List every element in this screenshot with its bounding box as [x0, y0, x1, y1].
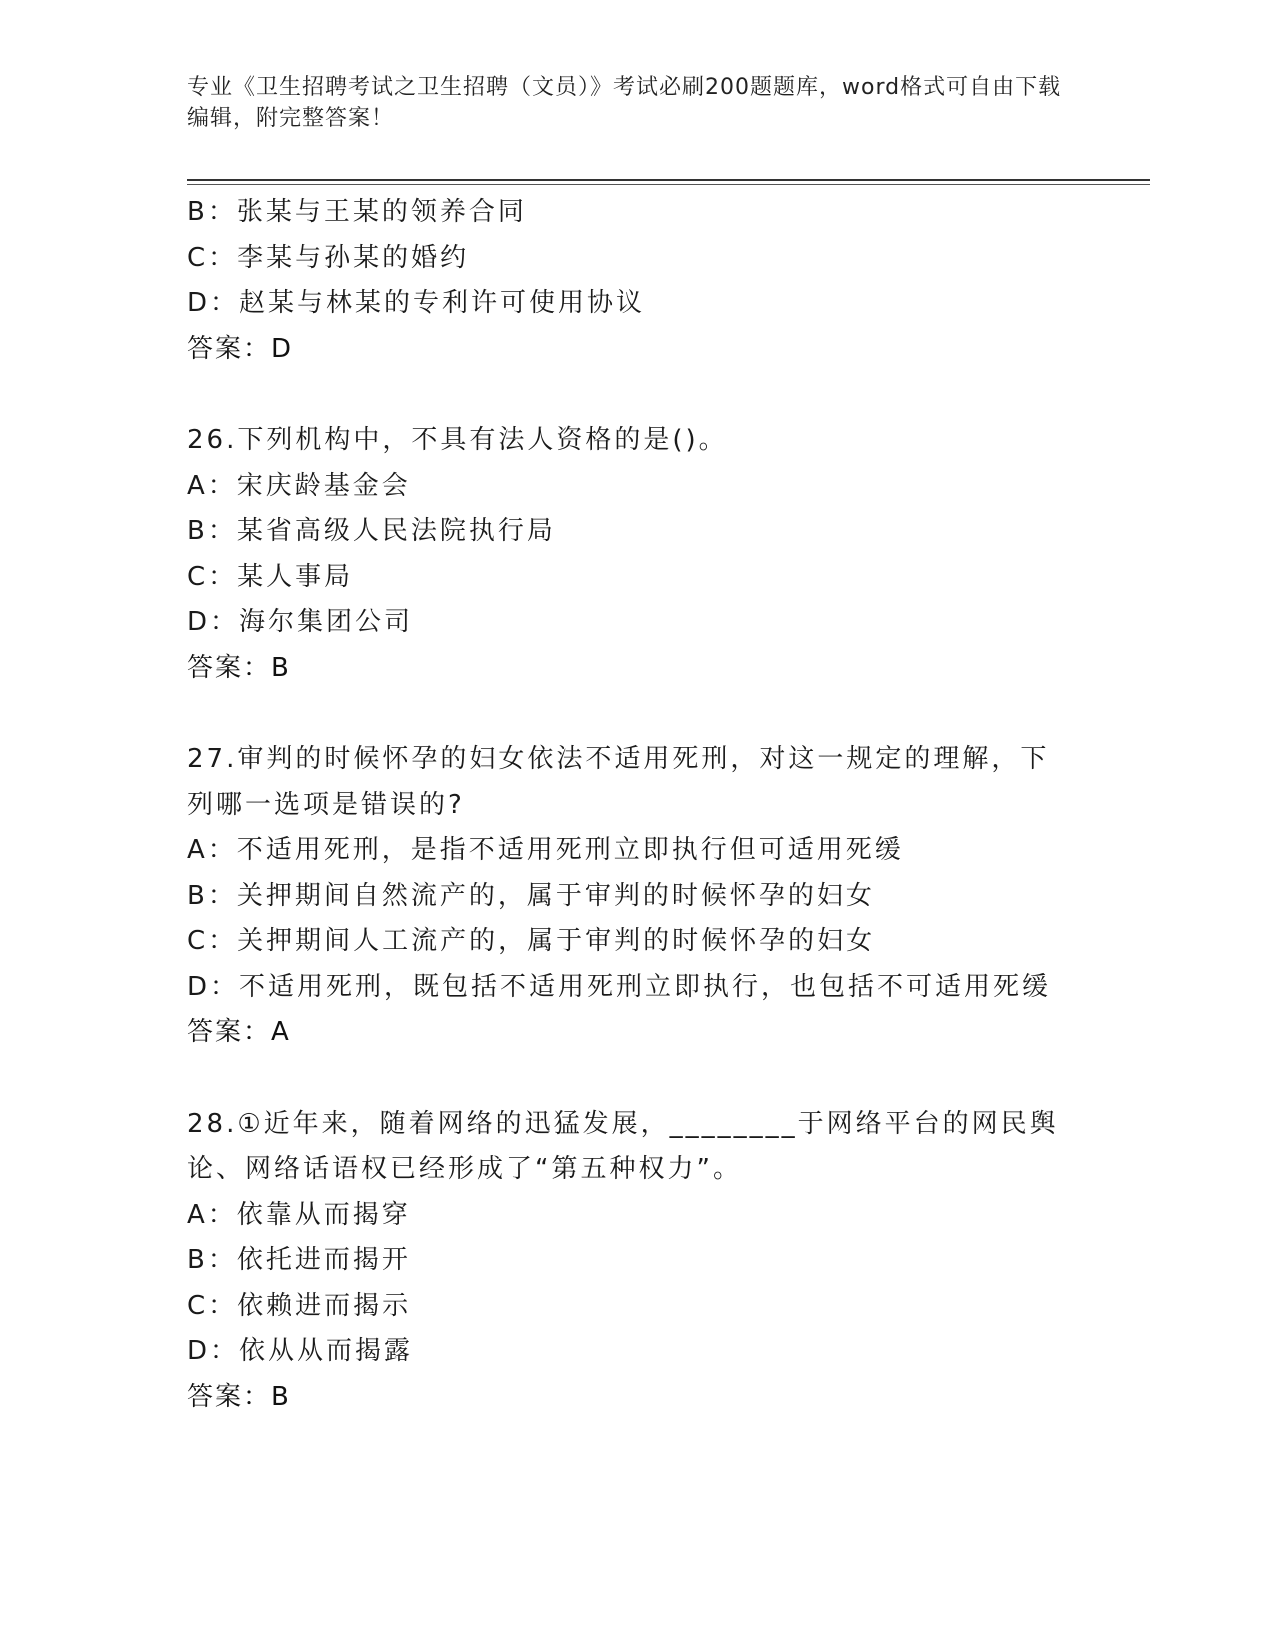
question-28 — [187, 1102, 1087, 1421]
option-d: D：赵某与林某的专利许可使用协议 — [187, 288, 646, 318]
answer-line: 答案：D — [187, 333, 294, 364]
answer-line: 答案：B — [187, 652, 291, 683]
page-header: 专业《卫生招聘考试之卫生招聘（文员）》考试必刷200题题库，word格式可自由下载编辑，附完整答案！ — [187, 75, 1062, 131]
header-divider-thick — [187, 179, 1150, 181]
option-b: B：某省高级人民法院执行局 — [187, 516, 556, 546]
option-c: C：某人事局 — [187, 561, 354, 592]
option-b: B：关押期间自然流产的，属于审判的时候怀孕的妇女 — [187, 880, 875, 911]
option-d: D：不适用死刑，既包括不适用死刑立即执行，也包括不可适用死缓 — [187, 971, 1052, 1002]
question-stem: 28.①近年来，随着网络的迅猛发展，________于网络平台的网民舆论、网络话语权已经形成了“第五种权力”。 — [187, 1108, 1059, 1184]
question-27 — [187, 737, 1087, 1056]
question-26 — [187, 418, 1087, 691]
option-b: B：张某与王某的领养合同 — [187, 197, 527, 227]
option-d: D：依从从而揭露 — [187, 1336, 414, 1366]
option-a: A：宋庆龄基金会 — [187, 470, 411, 501]
question-fragment — [187, 190, 1087, 372]
question-stem: 26.下列机构中，不具有法人资格的是()。 — [187, 425, 728, 455]
option-a: A：不适用死刑，是指不适用死刑立即执行但可适用死缓 — [187, 835, 904, 865]
option-c: C：李某与孙某的婚约 — [187, 242, 470, 273]
option-c: C：关押期间人工流产的，属于审判的时候怀孕的妇女 — [187, 926, 876, 956]
answer-line: 答案：A — [187, 1017, 291, 1047]
option-b: B：依托进而揭开 — [187, 1245, 411, 1275]
header-divider-thin — [187, 184, 1150, 185]
answer-line: 答案：B — [187, 1381, 291, 1412]
option-d: D：海尔集团公司 — [187, 607, 414, 637]
question-list — [187, 190, 1087, 1420]
option-c: C：依赖进而揭示 — [187, 1290, 412, 1321]
option-a: A：依靠从而揭穿 — [187, 1199, 411, 1230]
question-stem: 27.审判的时候怀孕的妇女依法不适用死刑，对这一规定的理解，下列哪一选项是错误的? — [187, 744, 1050, 820]
